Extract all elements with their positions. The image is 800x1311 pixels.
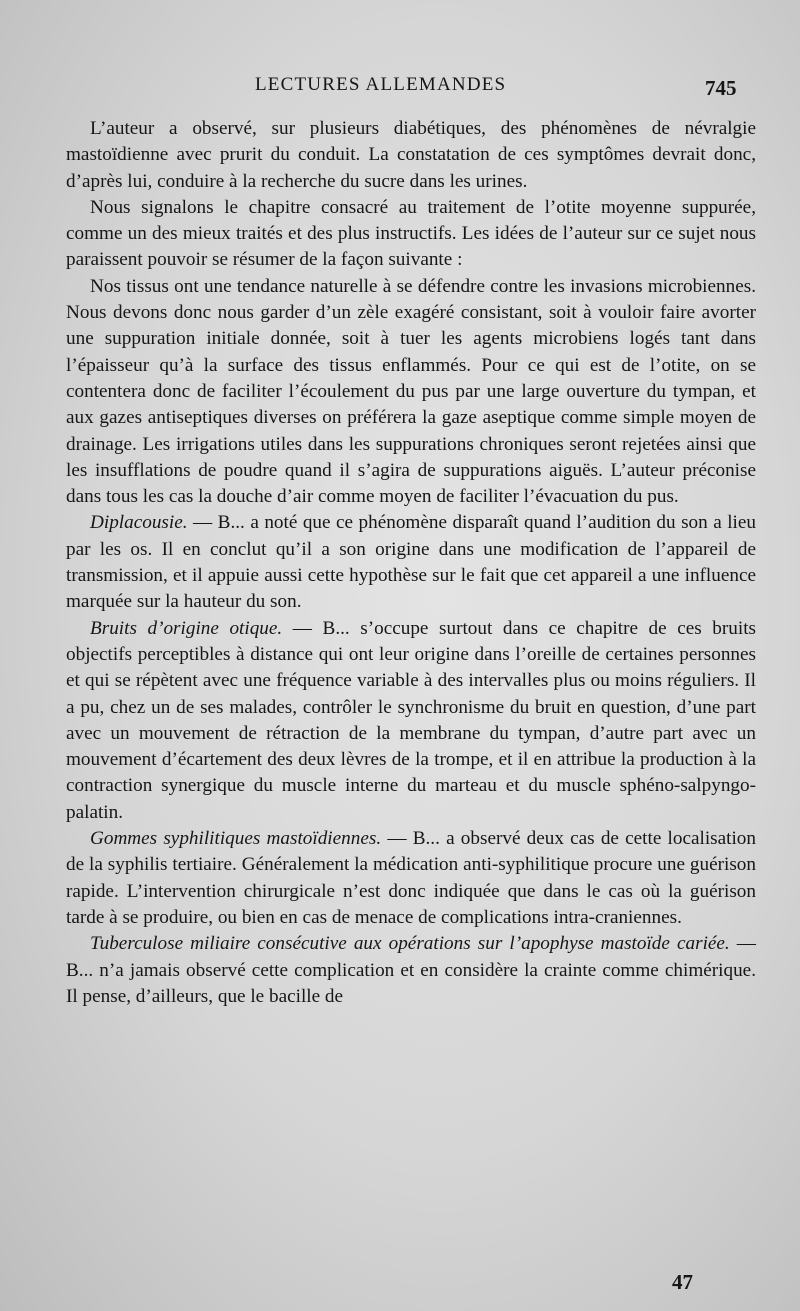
paragraph — [66, 616, 756, 826]
paragraph — [66, 274, 756, 511]
paragraph-text: L’auteur a observé, sur plusieurs diabétiques, des phénomènes de névralgie mastoïdienne avec prurit du conduit. La constatation de ces symptômes devrait donc, d’après lui, conduire à la recherche du sucre dans les urines. — [66, 118, 756, 192]
signature-mark: 47 — [672, 1270, 693, 1294]
paragraph — [66, 931, 756, 1010]
paragraph-text: — B... a observé deux cas de cette localisation de la syphilis tertiaire. Généralement la médication anti-syphilitique procure une guérison rapide. L’intervention chirurgicale n’est donc indiquée que dans le cas où la guérison tarde à se produire, ou bien en cas de menace de complications intra-craniennes. — [66, 828, 756, 928]
section-lead: Gommes syphilitiques mastoïdiennes. — [90, 828, 382, 850]
running-title: LECTURES ALLEMANDES — [255, 74, 507, 95]
page-header — [0, 74, 800, 104]
paragraph-text: — B... s’occupe surtout dans ce chapitre de ces bruits objectifs perceptibles à distance qui ont leur origine dans l’oreille de certaines personnes et qui se répètent avec une fréquence variable à des intervalles plus ou moins réguliers. Il a pu, chez un de ses malades, contrôler le synchronisme du bruit en question, d’une part avec un mouvement de rétraction de la membrane du tympan, d’autre part avec un mouvement d’écartement des deux lèvres de la trompe, et il en attribue la production à la contraction synergique du muscle interne du marteau et du muscle sphéno-salpyngo-palatin. — [66, 617, 756, 823]
paragraph — [66, 195, 756, 274]
section-lead: Tuberculose miliaire consécutive aux opérations sur l’apophyse mastoïde cariée. — [90, 933, 730, 955]
page-number: 745 — [705, 76, 737, 100]
paragraph — [66, 510, 756, 615]
section-lead: Bruits d’origine otique. — [90, 617, 283, 639]
paragraph-text: — B... a noté que ce phénomène disparaît quand l’audition du son a lieu par les os. Il en conclut qu’il a son origine dans une modification de l’appareil de transmission, et il appuie aussi cette hypothèse sur le fait que cet appareil a une influence marquée sur la hauteur du son. — [66, 512, 756, 613]
paragraph-text: Nos tissus ont une tendance naturelle à se défendre contre les invasions microbiennes. Nous devons donc nous garder d’un zèle exagéré consistant, soit à vouloir faire avorter une suppuration initiale donnée, soit à tuer les agents microbiens logés tant dans l’épaisseur qu’à la surface des tissus enflammés. Pour ce qui est de l’otite, on se contentera donc de faciliter l’écoulement du pus par une large ouverture du tympan, et aux gazes antiseptiques diverses on préférera la gaze aseptique comme simple moyen de drainage. Les irrigations utiles dans les suppurations chroniques seront rejetées ainsi que les insufflations de poudre quand il s’agira de suppurations aiguës. L’auteur préconise dans tous les cas la douche d’air comme moyen de faciliter l’évacuation du pus. — [66, 275, 756, 508]
paragraph — [66, 116, 756, 195]
paragraph-text: Nous signalons le chapitre consacré au traitement de l’otite moyenne suppurée, comme un des mieux traités et des plus instructifs. Les idées de l’auteur sur ce sujet nous paraissent pouvoir se résumer de la façon suivante : — [66, 196, 756, 271]
section-lead: Diplacousie. — [90, 512, 188, 534]
body-text — [66, 116, 756, 1010]
paragraph-text: — B... n’a jamais observé cette complication et en considère la crainte comme chimérique. Il pense, d’ailleurs, que le bacille de — [66, 933, 756, 1007]
paragraph — [66, 826, 756, 931]
